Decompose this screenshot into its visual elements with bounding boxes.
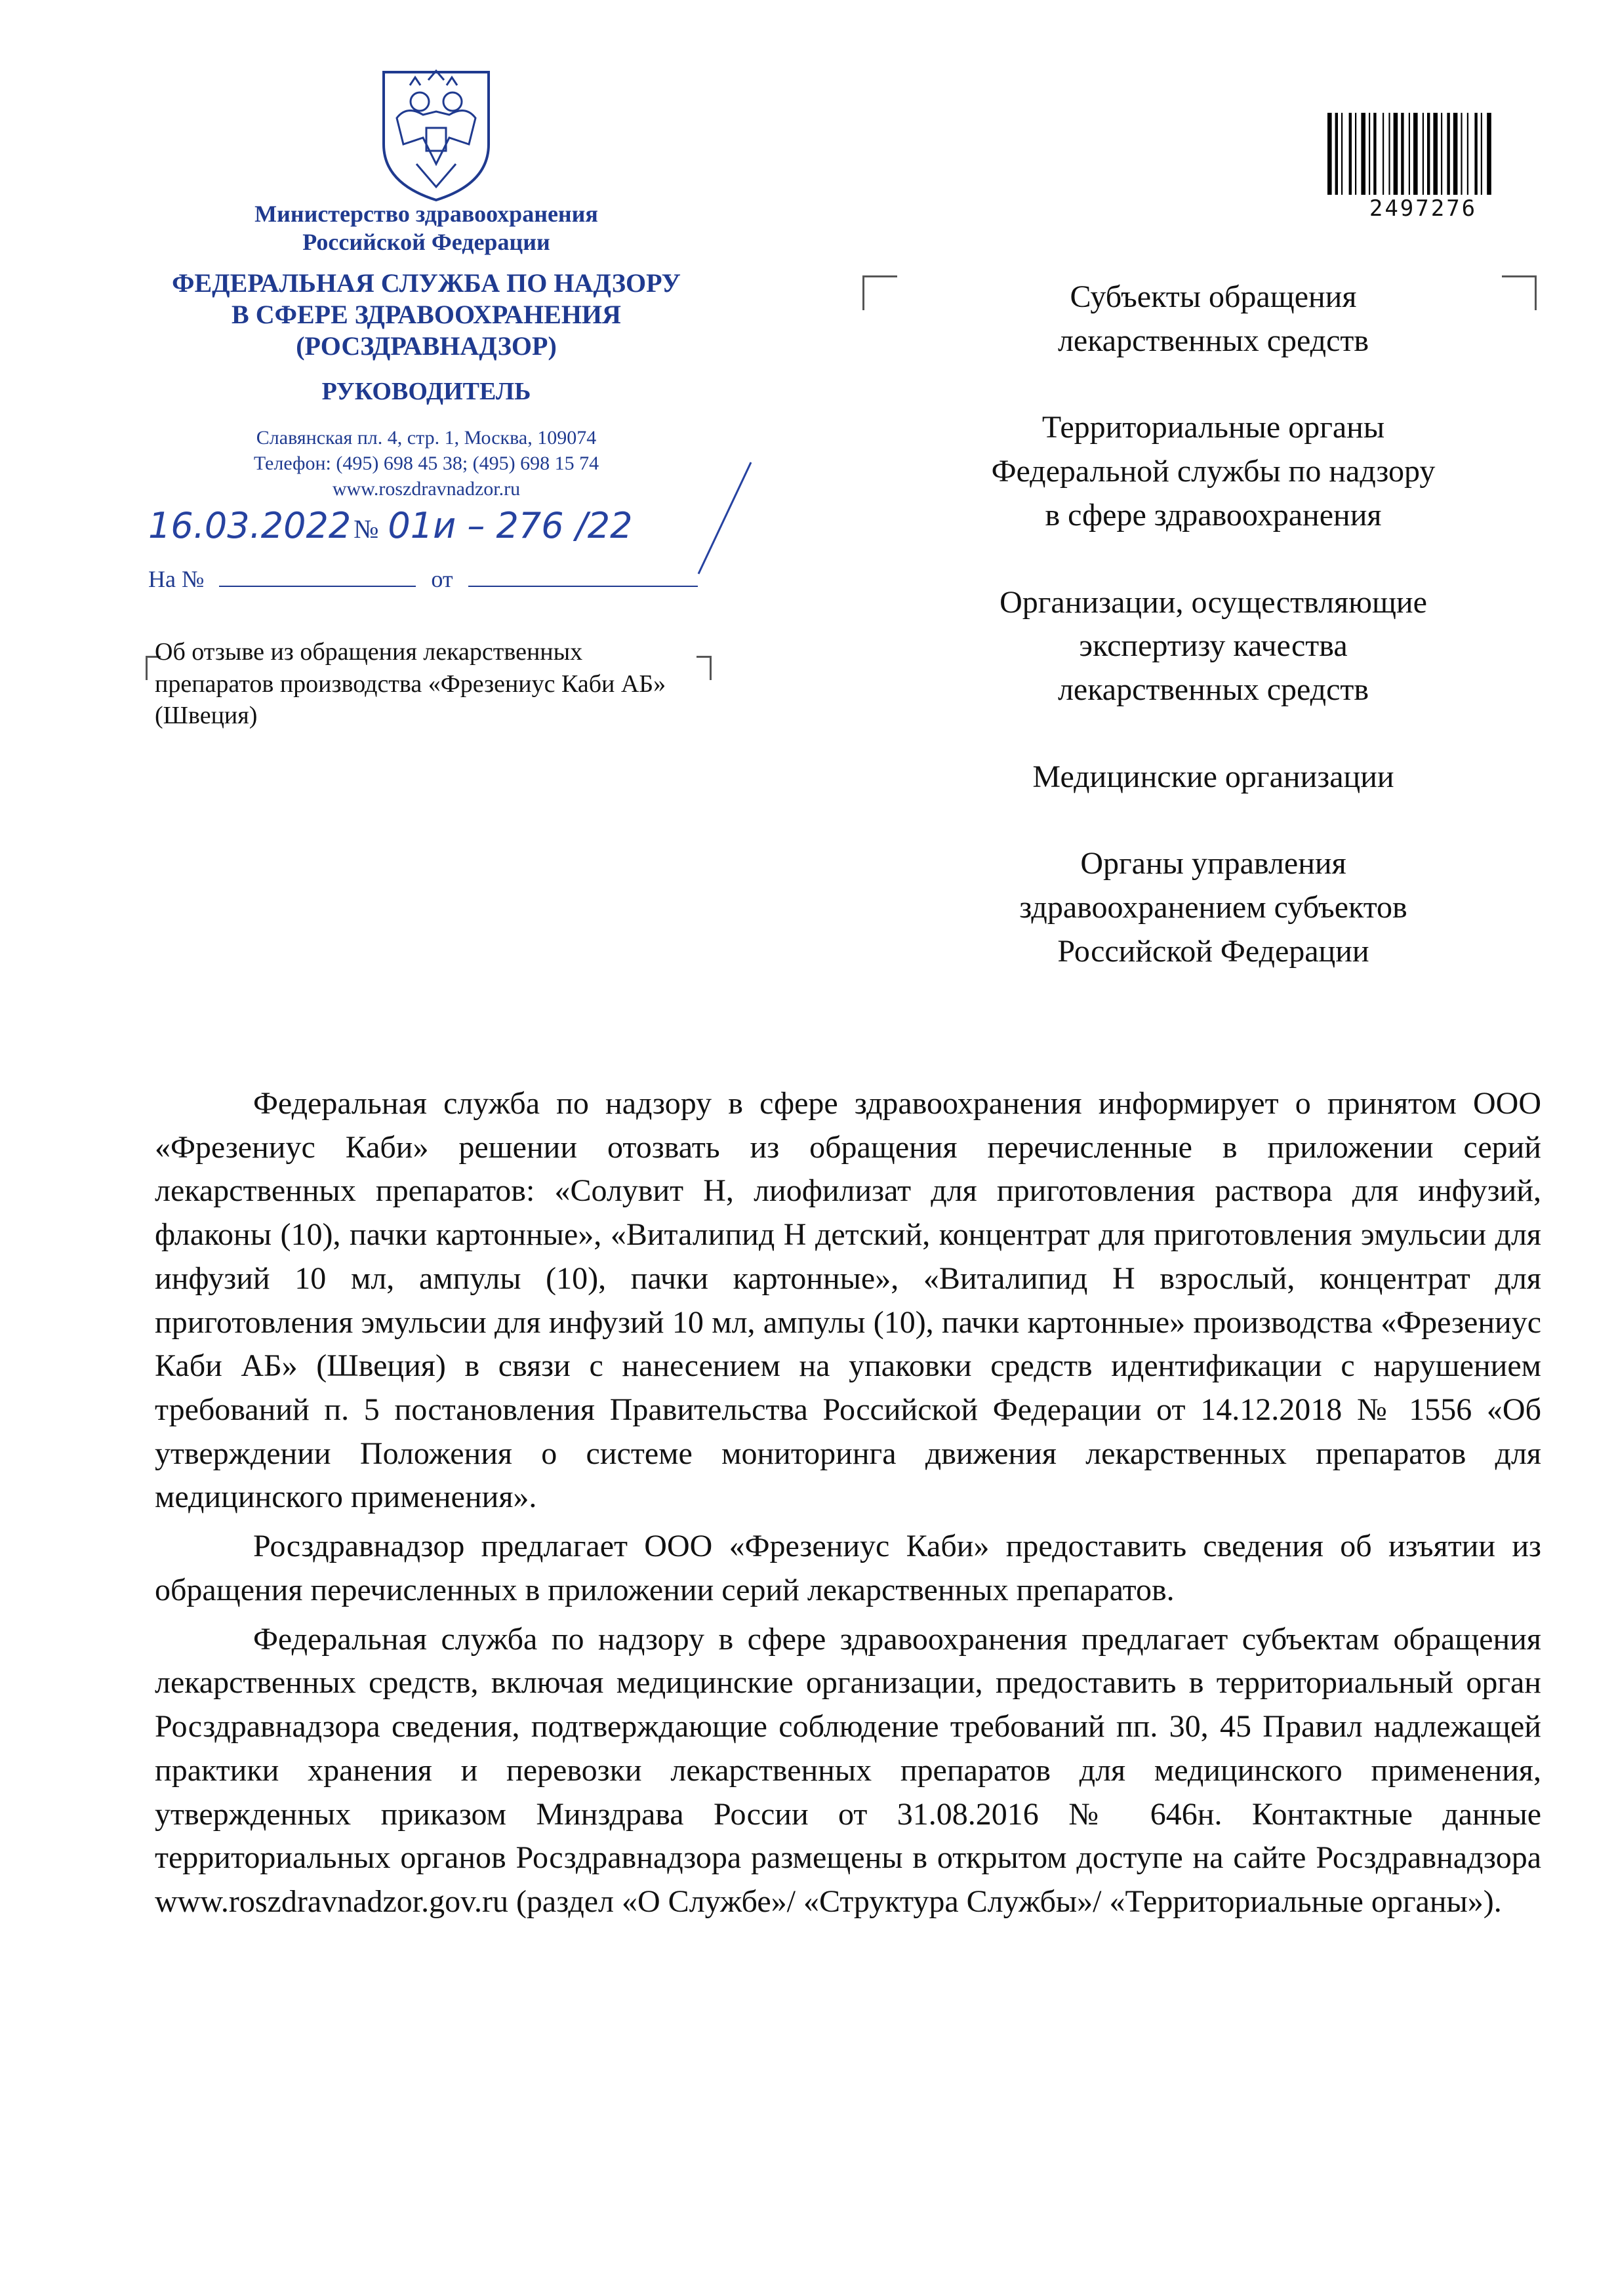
recipient-5: Органы управления здравоохранением субъектов Российской Федерации	[1019, 846, 1407, 969]
reference-line	[148, 565, 698, 593]
subject-line-3: (Швеция)	[155, 702, 258, 730]
number-sign: №	[354, 514, 379, 544]
na-number-field	[219, 566, 416, 587]
ot-date-field	[468, 566, 698, 587]
registration-line	[148, 505, 738, 557]
website: www.roszdravnadzor.ru	[332, 478, 521, 500]
barcode-number: 2497276	[1369, 195, 1478, 222]
ministry-name	[131, 200, 721, 256]
service-name	[131, 268, 721, 362]
ministry-line-2: Российской Федерации	[302, 229, 550, 256]
subject-line-1: Об отзыве из обращения лекарственных	[155, 638, 583, 666]
service-line-3: (РОСЗДРАВНАДЗОР)	[296, 331, 557, 361]
phone: Телефон: (495) 698 45 38; (495) 698 15 74	[253, 453, 599, 474]
registration-suffix: /22	[575, 505, 633, 546]
recipient-4: Медицинские организации	[1032, 759, 1394, 794]
head-title: РУКОВОДИТЕЛЬ	[321, 378, 531, 405]
body-paragraph-3: Федеральная служба по надзору в сфере здравоохранения предлагает субъектам обращения лекарственных средств, включая медицинские организации, предоставить в территориальный орган Росздравнадзора сведения, подтверждающие соблюдение требований пп. 30, 45 Правил надлежащей практики хранения и перевозки лекарственных препаратов для медицинского применения, утвержденных приказом Минздрава России от 31.08.2016 № 646н. Контактные данные территориальных органов Росздравнадзора размещены в открытом доступе на сайте Росздравнадзора www.roszdravnadzor.gov.ru (раздел «О Службе»/ «Структура Службы»/ «Территориальные органы»).	[155, 1621, 1541, 1919]
body-paragraph-2: Росздравнадзор предлагает ООО «Фрезениус Каби» предоставить сведения об изъятии из обращения перечисленных в приложении серий лекарственных препаратов.	[155, 1529, 1541, 1607]
service-line-1: ФЕДЕРАЛЬНАЯ СЛУЖБА ПО НАДЗОРУ	[172, 268, 681, 298]
na-label: На №	[148, 566, 205, 592]
barcode	[1325, 113, 1522, 198]
recipient-1: Субъекты обращения лекарственных средств	[1057, 279, 1369, 358]
recipient-3: Организации, осуществляющие экспертизу качества лекарственных средств	[1000, 584, 1427, 708]
body-paragraph-1: Федеральная служба по надзору в сфере здравоохранения информирует о принятом ООО «Фрезениус Каби» решении отозвать из обращения перечисленные в приложении серий лекарственных препаратов: «Солувит Н, лиофилизат для приготовления раствора для инфузий, флаконы (10), пачки картонные», «Виталипид Н детский, концентрат для приготовления эмульсии для инфузий 10 мл, ампулы (10), пачки картонные», «Виталипид Н взрослый, концентрат для приготовления эмульсии для инфузий 10 мл, ампулы (10), пачки картонные» производства «Фрезениус Каби АБ» (Швеция) в связи с нанесением на упаковки средств идентификации с нарушением требований п. 5 постановления Правительства Российской Федерации от 14.12.2018 № 1556 «Об утверждении Положения о системе мониторинга движения лекарственных препаратов для медицинского применения».	[155, 1086, 1541, 1515]
handwritten-slash	[695, 459, 754, 577]
ot-label: от	[431, 566, 453, 592]
russian-coat-of-arms-icon	[371, 66, 502, 203]
letter-body	[155, 1082, 1541, 1929]
recipients	[892, 275, 1535, 1017]
service-line-2: В СФЕРЕ ЗДРАВООХРАНЕНИЯ	[232, 300, 621, 329]
contact-block	[131, 425, 721, 502]
subject	[155, 636, 758, 732]
address: Славянская пл. 4, стр. 1, Москва, 109074	[256, 427, 597, 449]
registration-date: 16.03.2022	[148, 505, 352, 546]
subject-line-2: препаратов производства «Фрезениус Каби АБ»	[155, 670, 666, 698]
ministry-line-1: Министерство здравоохранения	[254, 201, 598, 227]
registration-number: 01и – 276	[388, 505, 564, 546]
recipient-2: Территориальные органы Федеральной службы по надзору в сфере здравоохранения	[991, 410, 1436, 533]
